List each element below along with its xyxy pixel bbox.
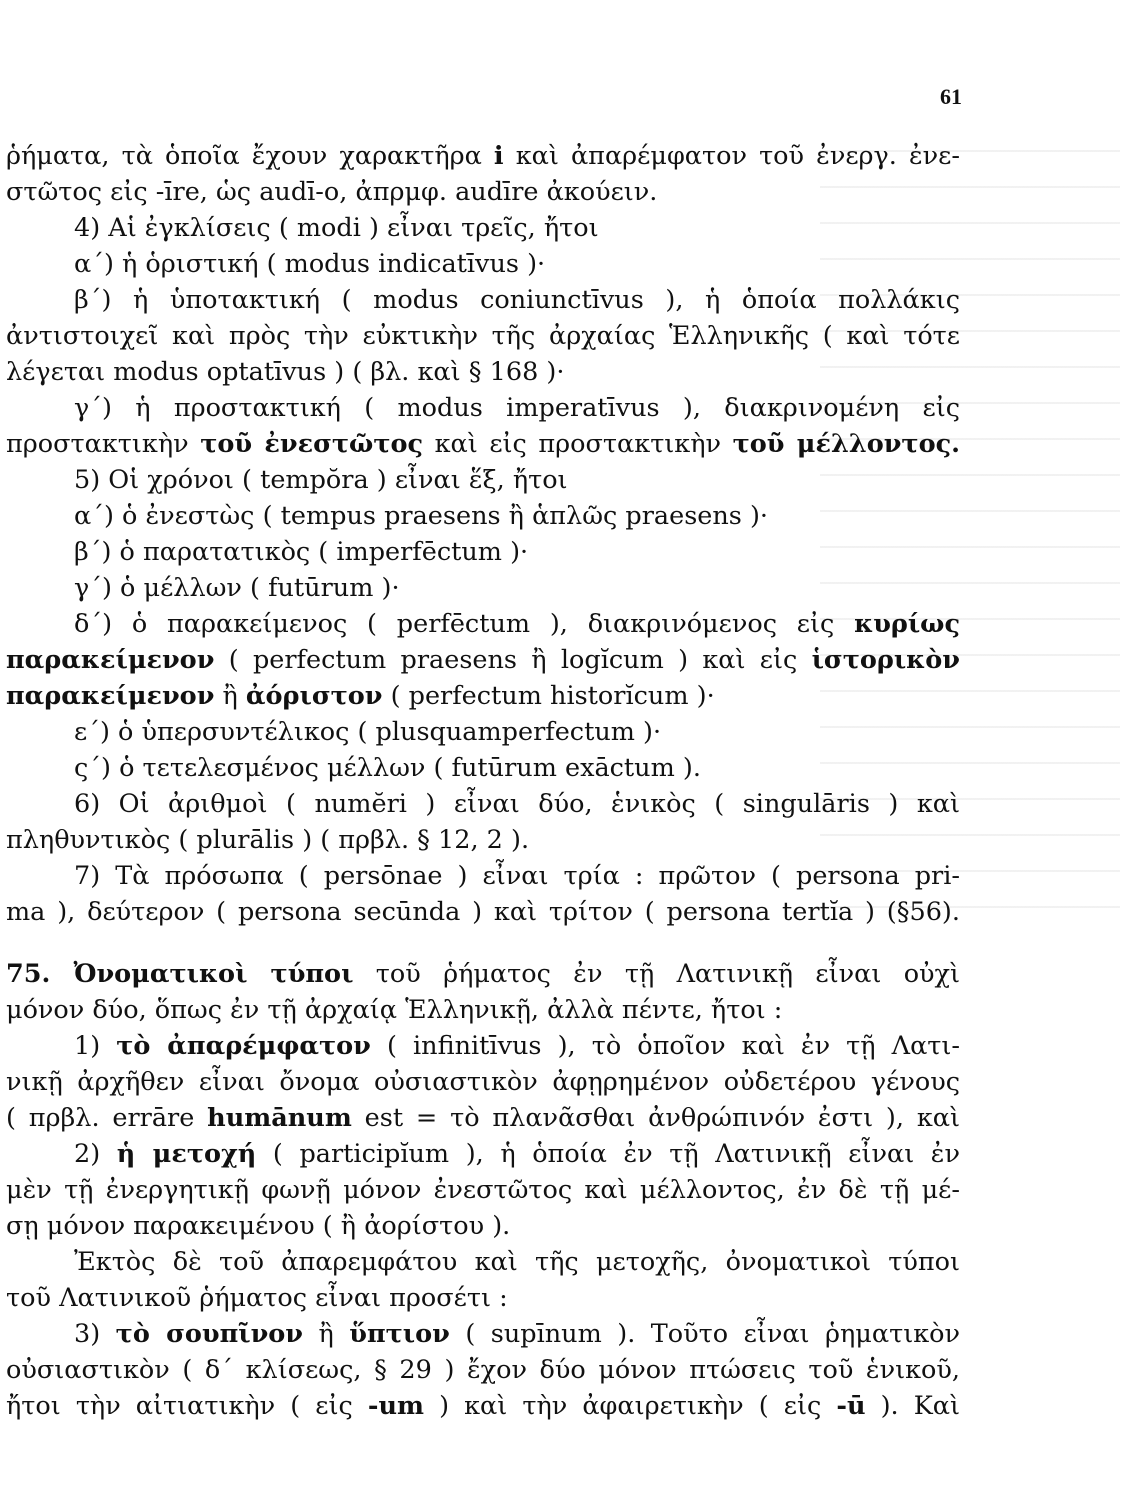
bold-text: κυρίως <box>854 609 960 639</box>
text-line <box>6 678 960 714</box>
bold-text: 75. Ὀνοματικοὶ τύποι <box>6 959 354 989</box>
text-line <box>6 534 960 570</box>
text-run: ma ), δεύτερον ( persona secūnda ) καὶ τρίτον ( persona tertĭa ) (§56). <box>6 897 960 927</box>
bold-text: i <box>493 141 504 171</box>
bold-text: ἡ μετοχή <box>116 1139 257 1169</box>
text-line <box>6 426 960 462</box>
text-line <box>6 822 960 858</box>
text-run: ). Καὶ <box>865 1391 960 1421</box>
bold-text: ἀόριστον <box>245 681 383 711</box>
text-line <box>6 390 960 426</box>
text-run: α΄) ἡ ὁριστική ( modus indicatīvus )· <box>74 249 546 279</box>
text-run: ( infinitīvus ), τὸ ὁποῖον καὶ ἐν τῇ Λατι- <box>370 1031 961 1061</box>
text-run: β΄) ἡ ὑποτακτική ( modus coniunctīvus ), ἡ ὁποία πολλάκις <box>74 285 960 315</box>
text-run: οὐσιαστικὸν ( δ΄ κλίσεως, § 29 ) ἔχον δύο μόνον πτώσεις τοῦ ἑνικοῦ, <box>6 1355 960 1385</box>
text-line <box>6 956 960 992</box>
text-run: 3) <box>74 1319 116 1349</box>
bold-text: τὸ ἀπαρέμφατον <box>116 1031 371 1061</box>
text-run: 6) Οἱ ἀριθμοὶ ( numĕri ) εἶναι δύο, ἑνικὸς ( singulāris ) καὶ <box>74 789 960 819</box>
text-line <box>6 894 960 930</box>
text-line <box>6 606 960 642</box>
text-run: λέγεται modus optatīvus ) ( βλ. καὶ § 168 )· <box>6 357 565 387</box>
text-run: ῥήματα, τὰ ὁποῖα ἔχουν χαρακτῆρα <box>6 141 494 171</box>
text-run: καὶ εἰς προστακτικὴν <box>423 429 733 459</box>
text-run: 4) Αἱ ἐγκλίσεις ( modi ) εἶναι τρεῖς, ἤτοι <box>74 213 599 243</box>
text-line <box>6 282 960 318</box>
text-line <box>6 462 960 498</box>
text-run: 5) Οἱ χρόνοι ( tempŏra ) εἶναι ἕξ, ἤτοι <box>74 465 568 495</box>
text-line <box>6 714 960 750</box>
text-run: νικῇ ἀρχῆθεν εἶναι ὄνομα οὐσιαστικὸν ἀφῃρημένον οὐδετέρου γένους <box>6 1067 960 1097</box>
text-run: προστακτικὴν <box>6 429 201 459</box>
text-line <box>6 1100 960 1136</box>
text-line <box>6 1064 960 1100</box>
text-line <box>6 1352 960 1388</box>
text-run: ( supīnum ). Τοῦτο εἶναι ῥηματικὸν <box>449 1319 960 1349</box>
text-run: πληθυντικὸς ( plurālis ) ( πρβλ. § 12, 2 ). <box>6 825 530 855</box>
text-run: γ΄) ἡ προστακτική ( modus imperatīvus ), διακρινομένη εἰς <box>74 393 960 423</box>
text-run: est = τὸ πλανᾶσθαι ἀνθρώπινόν ἐστι ), καὶ <box>351 1103 960 1133</box>
text-line <box>6 992 960 1028</box>
text-run: 2) <box>74 1139 117 1169</box>
bold-text: τὸ σουπῖνον <box>115 1319 303 1349</box>
page-number: 61 <box>940 84 962 109</box>
text-line <box>6 570 960 606</box>
text-run: ἀντιστοιχεῖ καὶ πρὸς τὴν εὐκτικὴν τῆς ἀρχαίας Ἑλληνικῆς ( καὶ τότε <box>6 321 960 351</box>
bold-text: ἱστορικὸν <box>811 645 960 675</box>
text-run: δ΄) ὁ παρακείμενος ( perfēctum ), διακρινόμενος εἰς <box>74 609 855 639</box>
text-line <box>6 1208 960 1244</box>
text-line <box>6 1244 960 1280</box>
text-run: σῃ μόνον παρακειμένου ( ἢ ἀορίστου ). <box>6 1211 511 1241</box>
text-run: μόνον δύο, ὅπως ἐν τῇ ἀρχαίᾳ Ἑλληνικῇ, ἀλλὰ πέντε, ἤτοι : <box>6 995 783 1025</box>
text-run: ε΄) ὁ ὑπερσυντέλικος ( plusquamperfectum )· <box>74 717 662 747</box>
bold-text: τοῦ μέλλοντος. <box>732 429 961 459</box>
text-run: ( πρβλ. errāre <box>6 1103 208 1133</box>
text-run: β΄) ὁ παρατατικὸς ( imperfēctum )· <box>74 537 529 567</box>
text-line <box>6 498 960 534</box>
text-line <box>6 1028 960 1064</box>
text-line <box>6 354 960 390</box>
bold-text: humānum <box>207 1103 352 1133</box>
bold-text: παρακείμενον <box>6 645 215 675</box>
text-line <box>6 246 960 282</box>
text-line <box>6 1136 960 1172</box>
text-run: ) καὶ τὴν ἀφαιρετικὴν ( εἰς <box>423 1391 837 1421</box>
text-line <box>6 750 960 786</box>
text-run: τοῦ ῥήματος ἐν τῇ Λατινικῇ εἶναι οὐχὶ <box>353 959 961 989</box>
text-line <box>6 858 960 894</box>
text-run: 7) Τὰ πρόσωπα ( persōnae ) εἶναι τρία : πρῶτον ( persona pri- <box>74 861 960 891</box>
text-line <box>6 210 960 246</box>
text-run: ς΄) ὁ τετελεσμένος μέλλων ( futūrum exāctum ). <box>74 753 701 783</box>
text-run: στῶτος εἰς -īre, ὡς audī-o, ἀπρμφ. audīre ἀκούειν. <box>6 177 658 207</box>
text-line <box>6 642 960 678</box>
text-run: α΄) ὁ ἐνεστὼς ( tempus praesens ἢ ἁπλῶς praesens )· <box>74 501 769 531</box>
text-run: ἢ <box>303 1319 350 1349</box>
text-run: ( participĭum ), ἡ ὁποία ἐν τῇ Λατινικῇ εἶναι ἐν <box>256 1139 960 1169</box>
text-line <box>6 174 960 210</box>
text-run: μὲν τῇ ἐνεργητικῇ φωνῇ μόνον ἐνεστῶτος καὶ μέλλοντος, ἐν δὲ τῇ μέ- <box>6 1175 960 1205</box>
text-line <box>6 1388 960 1424</box>
text-run: ( perfectum praesens ἢ logĭcum ) καὶ εἰς <box>214 645 812 675</box>
text-line <box>6 1316 960 1352</box>
text-line <box>6 138 960 174</box>
text-line <box>6 786 960 822</box>
text-run: τοῦ Λατινικοῦ ῥήματος εἶναι προσέτι : <box>6 1283 508 1313</box>
bold-text: παρακείμενον <box>6 681 215 711</box>
text-run: Ἐκτὸς δὲ τοῦ ἀπαρεμφάτου καὶ τῆς μετοχῆς, ὀνοματικοὶ τύποι <box>74 1247 960 1277</box>
bold-text: -ū <box>836 1391 866 1421</box>
text-line <box>6 318 960 354</box>
text-run: 1) <box>74 1031 117 1061</box>
bold-text: -um <box>367 1391 424 1421</box>
text-run: καὶ ἀπαρέμφατον τοῦ ἐνεργ. ἐνε- <box>503 141 960 171</box>
text-line <box>6 1280 960 1316</box>
text-run: ( perfectum historĭcum )· <box>382 681 715 711</box>
text-run: ἤτοι τὴν αἰτιατικὴν ( εἰς <box>6 1391 368 1421</box>
text-line <box>6 1172 960 1208</box>
text-run: ἢ <box>214 681 246 711</box>
text-run: γ΄) ὁ μέλλων ( futūrum )· <box>74 573 400 603</box>
bold-text: ὕπτιον <box>349 1319 450 1349</box>
bold-text: τοῦ ἐνεστῶτος <box>200 429 424 459</box>
